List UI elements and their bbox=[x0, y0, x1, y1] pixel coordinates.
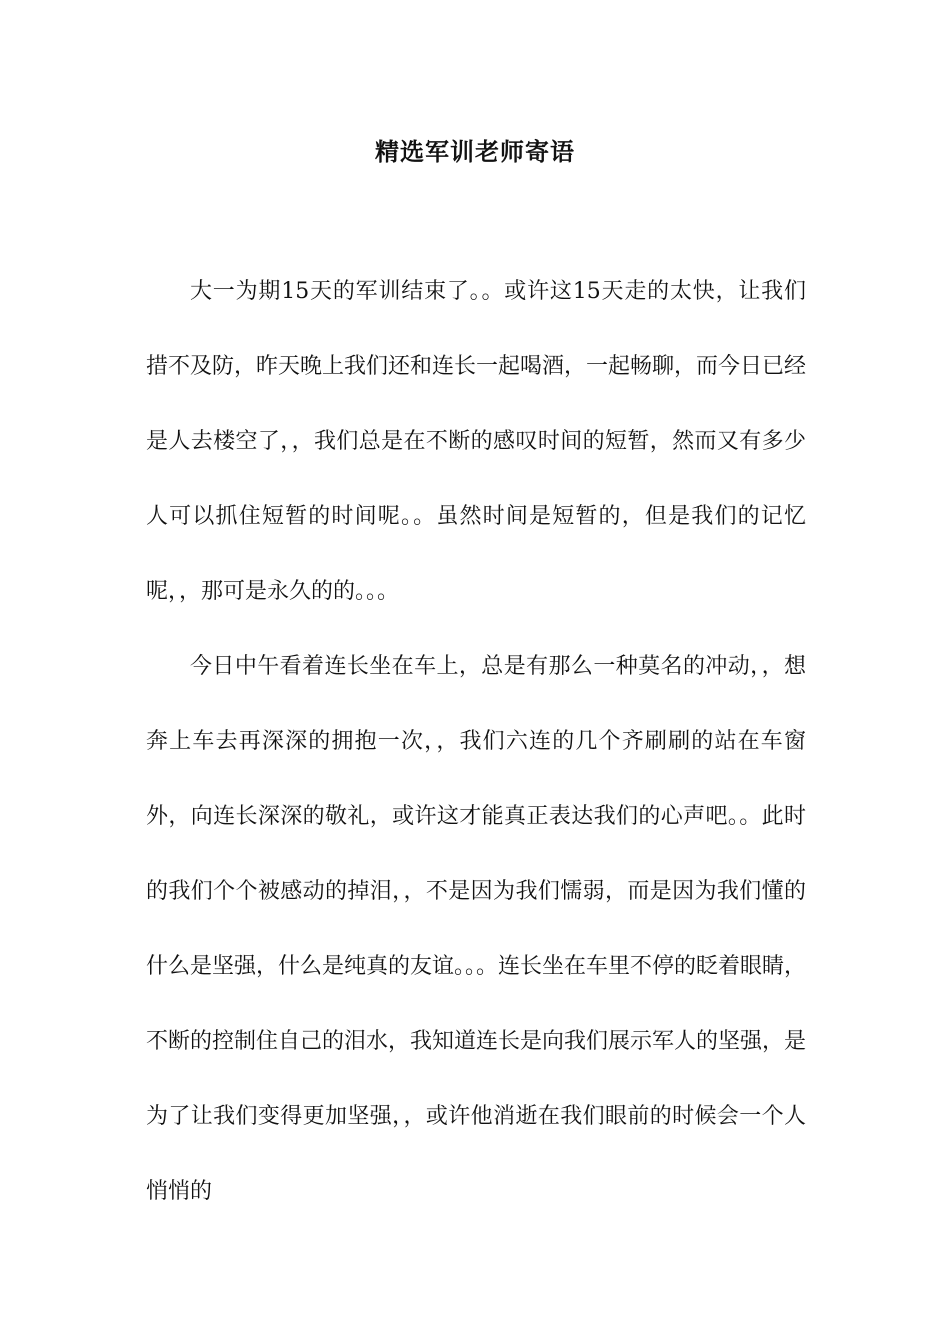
document-title: 精选军训老师寄语 bbox=[375, 137, 575, 166]
paragraph-1: 大一为期15天的军训结束了。。或许这15天走的太快，让我们措不及防，昨天晚上我们还和连长一起喝酒，一起畅聊，而今日已经是人去楼空了，，我们总是在不断的感叹时间的短暂，然而又有多少人可以抓住短暂的时间呢。。虽然时间是短暂的，但是我们的记忆呢，，那可是永久的的。。。 bbox=[146, 279, 807, 604]
document-body bbox=[146, 254, 806, 1229]
paragraph-2: 今日中午看着连长坐在车上，总是有那么一种莫名的冲动，，想奔上车去再深深的拥抱一次，，我们六连的几个齐刷刷的站在车窗外，向连长深深的敬礼，或许这才能真正表达我们的心声吧。。此时的我们个个被感动的掉泪，，不是因为我们懦弱，而是因为我们懂的什么是坚强，什么是纯真的友谊。。。连长坐在车里不停的眨着眼睛，不断的控制住自己的泪水，我知道连长是向我们展示军人的坚强，是为了让我们变得更加坚强，，或许他消逝在我们眼前的时候会一个人悄悄的 bbox=[146, 654, 807, 1204]
